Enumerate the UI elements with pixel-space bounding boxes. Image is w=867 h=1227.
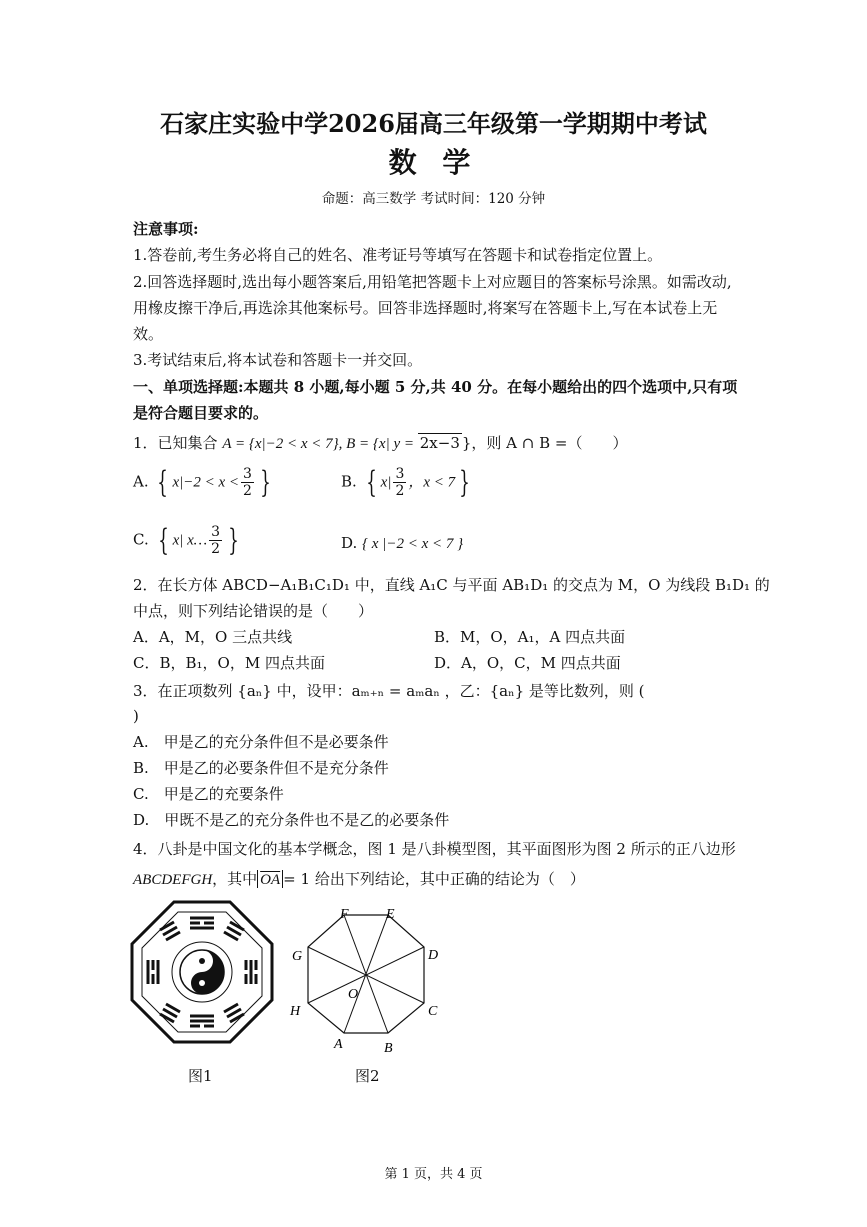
vector-oa: $\overline{OA}$: [260, 872, 281, 888]
vertex-label-c: C: [428, 1004, 438, 1019]
notice-line: 1.答卷前,考生务必将自己的姓名、准考证号等填写在答题卡和试卷指定位置上。: [133, 246, 663, 264]
vertex-label-g: G: [292, 949, 303, 964]
figure-1-caption: 图1: [188, 1067, 213, 1085]
q3-option-b: B. 甲是乙的必要条件但不是充分条件: [133, 759, 389, 777]
q2-option-d: D．A，O，C，M 四点共面: [434, 654, 621, 672]
notice-line: 3.考试结束后,将本试卷和答题卡一并交回。: [133, 351, 423, 369]
question-2-stem-cont: 中点，则下列结论错误的是（ ）: [133, 602, 374, 620]
vertex-label-d: D: [428, 948, 439, 963]
q2-option-b: B．M，O，A₁，A 四点共面: [434, 628, 626, 646]
figure-2-caption: 图2: [355, 1067, 380, 1085]
vertex-label-f: F: [340, 907, 349, 922]
q3-option-a: A. 甲是乙的充分条件但不是必要条件: [133, 733, 389, 751]
bagua-figure: [130, 900, 274, 1044]
q3-option-d: D. 甲既不是乙的充分条件也不是乙的必要条件: [133, 811, 450, 829]
sqrt-expression: 2x−3: [419, 434, 460, 452]
section-heading-cont: 是符合题目要求的。: [133, 404, 269, 422]
question-3-stem: 3．在正项数列 {aₙ} 中，设甲：aₘ₊ₙ = aₘaₙ ，乙：{aₙ} 是等比数列，则 (: [133, 682, 645, 700]
q1-option-b: B. { x| $\frac{3}{2}$ ，x < 7 }: [341, 464, 470, 500]
notice-line: 2.回答选择题时,选出每小题答案后,用铅笔把答题卡上对应题目的答案标号涂黑。如需改动,: [133, 273, 732, 291]
q3-option-c: C. 甲是乙的充要条件: [133, 785, 284, 803]
question-3-stem-cont: ): [133, 707, 139, 725]
page-footer: 第 1 页，共 4 页: [384, 1167, 483, 1182]
exam-title: 石家庄实验中学2026届高三年级第一学期期中考试: [160, 109, 707, 138]
center-label-o: O: [348, 987, 359, 1002]
q2-option-a: A．A，M，O 三点共线: [133, 628, 293, 646]
notice-heading: 注意事项:: [133, 220, 199, 238]
exam-meta: 命题：高三数学 考试时间：120 分钟: [321, 191, 546, 207]
vertex-label-e: E: [386, 907, 395, 922]
vertex-label-h: H: [290, 1004, 301, 1019]
subject-title: 数 学: [388, 146, 479, 179]
q1-option-d: D. { x |−2 < x < 7 }: [341, 534, 464, 552]
octagon-figure: [286, 905, 446, 1055]
question-4-stem: 4．八卦是中国文化的基本学概念，图 1 是八卦模型图，其平面图形为图 2 所示的正八边形: [133, 840, 736, 858]
question-1-stem: 1．已知集合 A = {x|−2 < x < 7}, B = {x| y = 2x−3 }，则 A ∩ B =（ ）: [133, 434, 628, 452]
notice-line: 用橡皮擦干净后,再选涂其他案标号。回答非选择题时,将案写在答题卡上,写在本试卷上无: [133, 299, 718, 317]
vertex-label-a: A: [334, 1037, 343, 1052]
notice-line: 效。: [133, 325, 164, 343]
question-2-stem: 2．在长方体 ABCD−A₁B₁C₁D₁ 中，直线 A₁C 与平面 AB₁D₁ 的交点为 M，O 为线段 B₁D₁ 的: [133, 576, 770, 594]
vertex-label-b: B: [384, 1041, 393, 1055]
q1-option-c: C. { x| x… $\frac{3}{2}$ }: [133, 522, 239, 558]
question-4-stem-cont: ABCDEFGH，其中 $\overline{OA} = 1$ 给出下列结论，其中正确的结论为（ ）: [133, 870, 585, 888]
section-heading: 一、单项选择题:本题共 8 小题,每小题 5 分,共 40 分。在每小题给出的四个选项中,只有项: [133, 378, 738, 396]
q1-option-a: A. { x|−2 < x < $\frac{3}{2}$ }: [133, 464, 271, 500]
q2-option-c: C．B，B₁，O，M 四点共面: [133, 654, 325, 672]
